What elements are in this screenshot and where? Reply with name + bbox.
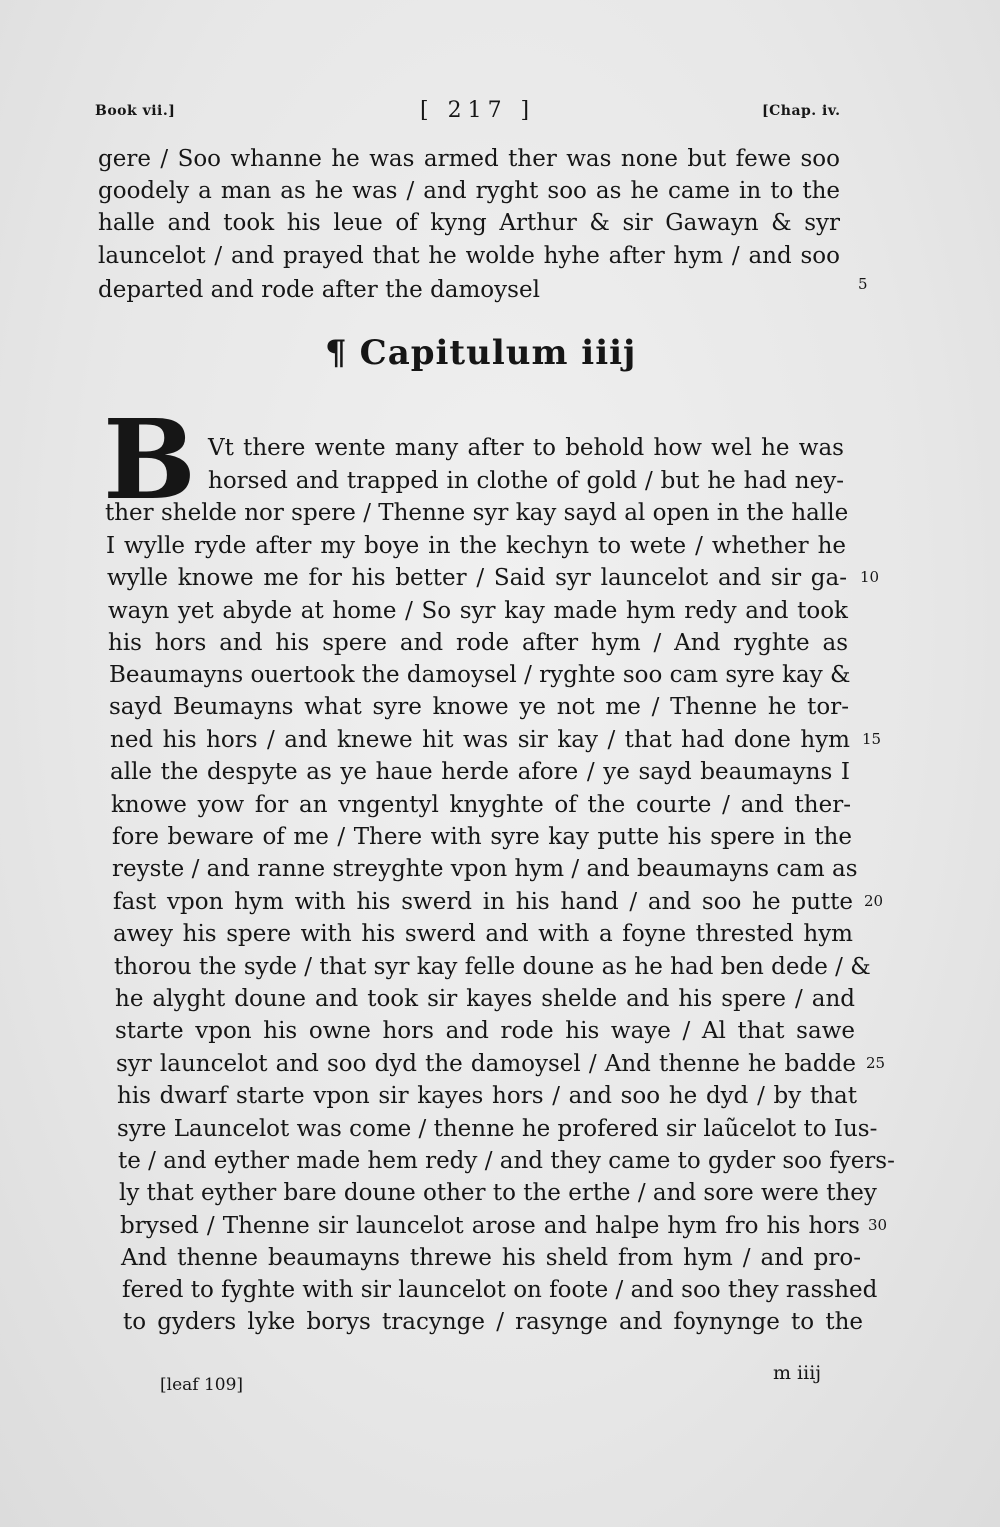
text-line: reyste / and ranne streyghte vpon hym / and beaumayns cam as <box>112 856 858 882</box>
text-line: I wylle ryde after my boye in the kechyn to wete / whether he <box>106 533 846 559</box>
line-number: 15 <box>862 730 882 748</box>
text-line: Beaumayns ouertook the damoysel / ryghte soo cam syre kay & <box>109 662 851 688</box>
text-line: Vt there wente many after to behold how wel he was <box>208 435 844 461</box>
text-line: thorou the syde / that syr kay felle doune as he had ben dede / & <box>114 954 871 980</box>
text-line: sayd Beumayns what syre knowe ye not me / Thenne he tor- <box>109 694 849 720</box>
text-line: starte vpon his owne hors and rode his waye / Al that sawe <box>115 1018 855 1044</box>
text-line: halle and took his leue of kyng Arthur & sir Gawayn & syr <box>98 210 840 236</box>
line-number: 5 <box>858 275 868 293</box>
chapter-heading <box>325 333 636 373</box>
page-number: [ 217 ] <box>420 98 536 123</box>
text-line: alle the despyte as ye haue herde afore / ye sayd beaumayns I <box>110 759 850 785</box>
text-line: wayn yet abyde at home / So syr kay made hym redy and took <box>108 598 848 624</box>
text-line: fore beware of me / There with syre kay putte his spere in the <box>112 824 852 850</box>
leaf-marker: [leaf 109] <box>160 1375 244 1395</box>
text-line: departed and rode after the damoysel <box>98 277 540 303</box>
text-line: awey his spere with his swerd and with a foyne thrested hym <box>113 921 853 947</box>
text-line: syr launcelot and soo dyd the damoysel / And thenne he badde <box>116 1051 856 1077</box>
signature-mark: m iiij <box>773 1362 822 1384</box>
text-line: launcelot / and prayed that he wolde hyhe after hym / and soo <box>98 243 840 269</box>
text-line: fered to fyghte with sir launcelot on foote / and soo they rasshed <box>122 1277 878 1303</box>
text-line: he alyght doune and took sir kayes shelde and his spere / and <box>115 986 855 1012</box>
text-line: ly that eyther bare doune other to the erthe / and sore were they <box>119 1180 877 1206</box>
text-line: horsed and trapped in clothe of gold / but he had ney- <box>208 468 844 494</box>
text-line: to gyders lyke borys tracynge / rasynge and foynynge to the <box>123 1309 863 1335</box>
text-line: ned his hors / and knewe hit was sir kay / that had done hym <box>110 727 850 753</box>
text-line: his dwarf starte vpon sir kayes hors / and soo he dyd / by that <box>117 1083 857 1109</box>
pilcrow-mark: ¶ <box>325 333 348 373</box>
line-number: 30 <box>868 1216 888 1234</box>
running-head-book: Book vii.] <box>95 103 176 119</box>
running-head-chapter: [Chap. iv. <box>762 103 841 119</box>
chapter-title: Capitulum iiij <box>359 333 637 373</box>
text-line: fast vpon hym with his swerd in his hand / and soo he putte <box>113 889 853 915</box>
text-line: his hors and his spere and rode after hym / And ryghte as <box>108 630 848 656</box>
text-line: syre Launcelot was come / thenne he profered sir laũcelot to Ius- <box>117 1116 878 1142</box>
text-line: knowe yow for an vngentyl knyghte of the courte / and ther- <box>111 792 851 818</box>
line-number: 20 <box>864 892 884 910</box>
text-line: gere / Soo whanne he was armed ther was none but fewe soo <box>98 146 840 172</box>
line-number: 25 <box>866 1054 886 1072</box>
text-line: brysed / Thenne sir launcelot arose and halpe hym fro his hors <box>120 1213 860 1239</box>
text-line: goodely a man as he was / and ryght soo as he came in to the <box>98 178 840 204</box>
text-line: And thenne beaumayns threwe his sheld from hym / and pro- <box>121 1245 861 1271</box>
text-line: ther shelde nor spere / Thenne syr kay sayd al open in the halle <box>105 500 849 526</box>
line-number: 10 <box>860 568 880 586</box>
text-line: te / and eyther made hem redy / and they came to gyder soo fyers- <box>118 1148 895 1174</box>
drop-cap: B <box>103 395 196 524</box>
text-line: wylle knowe me for his better / Said syr launcelot and sir ga- <box>107 565 847 591</box>
